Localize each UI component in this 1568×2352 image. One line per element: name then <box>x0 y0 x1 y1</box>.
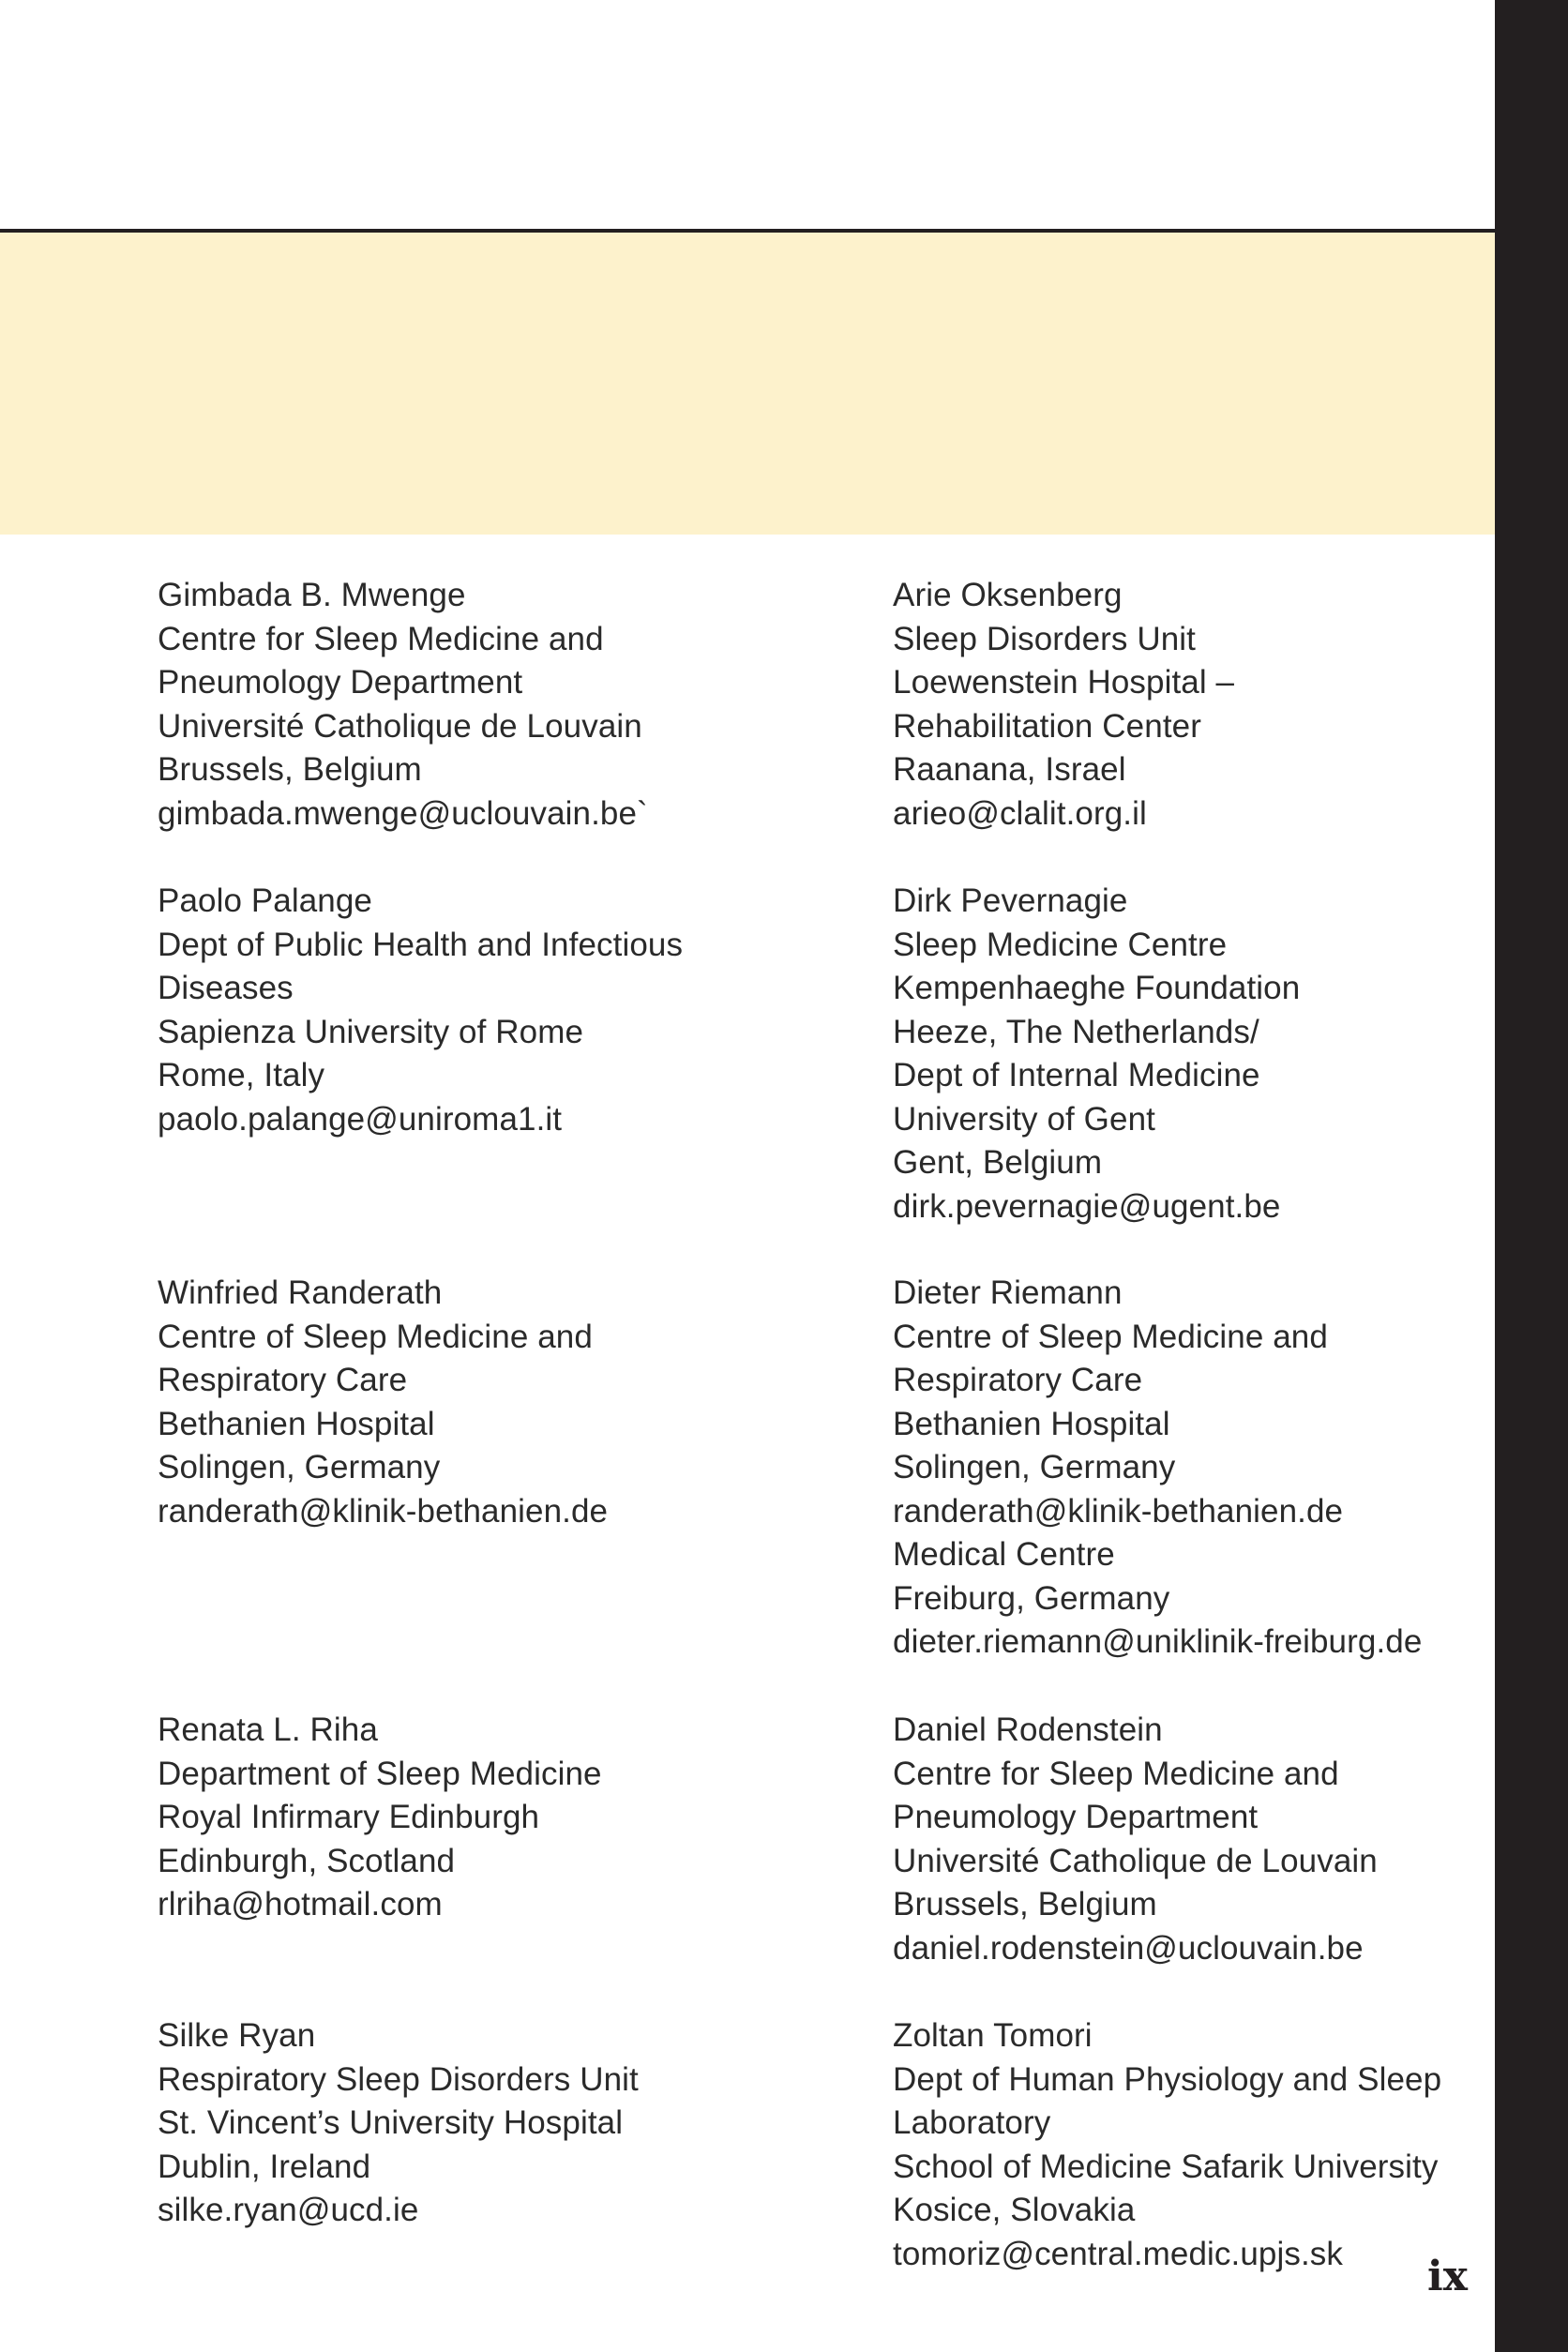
contributor-affiliation-line: Respiratory Care <box>893 1362 1143 1398</box>
contributor-affiliation-line: Rehabilitation Center <box>893 707 1201 745</box>
contributor-affiliation-line: School of Medicine Safarik University <box>893 2148 1439 2185</box>
contributor-entry <box>158 2014 870 2233</box>
contributor-email: tomoriz@central.medic.upjs.sk <box>893 2235 1343 2272</box>
contributor-affiliation-line: Raanana, Israel <box>893 751 1126 788</box>
contributor-name: Winfried Randerath <box>158 1274 443 1311</box>
contributor-email: dieter.riemann@uniklinik-freiburg.de <box>893 1623 1423 1660</box>
contributor-affiliation-line: Bethanien Hospital <box>893 1405 1170 1442</box>
contributor-entry <box>158 574 870 836</box>
contributor-name: Gimbada B. Mwenge <box>158 577 466 613</box>
contributor-affiliation-line: Rome, Italy <box>158 1057 325 1093</box>
contributor-affiliation-line: Royal Infirmary Edinburgh <box>158 1799 540 1835</box>
contributor-entry <box>158 1709 870 1927</box>
contributor-affiliation-line: Dept of Public Health and Infectious <box>158 926 684 963</box>
contributor-affiliation-line: Brussels, Belgium <box>893 1886 1157 1922</box>
contributor-email: paolo.palange@uniroma1.it <box>158 1100 563 1138</box>
contributor-name: Dirk Pevernagie <box>893 882 1128 919</box>
contributor-affiliation-line: Université Catholique de Louvain <box>158 707 642 745</box>
contributor-name: Dieter Riemann <box>893 1274 1123 1311</box>
contributor-affiliation-line: University of Gent <box>893 1100 1155 1138</box>
contributor-affiliation-line: Respiratory Care <box>158 1362 408 1398</box>
contributor-name: Paolo Palange <box>158 882 372 919</box>
contributor-affiliation-line: Université Catholique de Louvain <box>893 1842 1378 1879</box>
contributor-affiliation-line: Respiratory Sleep Disorders Unit <box>158 2060 639 2098</box>
contributor-affiliation-line: Medical Centre <box>893 1536 1115 1573</box>
contributor-affiliation-line: Solingen, Germany <box>158 1449 441 1485</box>
contributor-email: daniel.rodenstein@uclouvain.be <box>893 1929 1364 1967</box>
contributor-email: rlriha@hotmail.com <box>158 1886 443 1922</box>
contributor-affiliation-line: Kempenhaeghe Foundation <box>893 970 1301 1006</box>
contributor-entry <box>893 880 1568 1229</box>
contributor-affiliation-line: Pneumology Department <box>158 664 523 701</box>
contributor-affiliation-line: St. Vincent’s University Hospital <box>158 2104 624 2141</box>
contributor-affiliation-line: Centre of Sleep Medicine and <box>158 1318 593 1355</box>
contributor-affiliation-line: Dept of Human Physiology and Sleep <box>893 2060 1442 2098</box>
contributor-name: Daniel Rodenstein <box>893 1711 1163 1748</box>
contributor-email: arieo@clalit.org.il <box>893 794 1147 832</box>
contributor-name: Zoltan Tomori <box>893 2017 1093 2054</box>
contributor-affiliation-line: Dublin, Ireland <box>158 2148 371 2185</box>
contributor-affiliation-line: Loewenstein Hospital – <box>893 664 1235 701</box>
contributor-email: dirk.pevernagie@ugent.be <box>893 1187 1281 1225</box>
contributor-entry <box>893 1709 1568 1970</box>
contributor-affiliation-line: Diseases <box>158 970 294 1006</box>
contributor-affiliation-line: Sleep Medicine Centre <box>893 926 1228 963</box>
contributor-email: randerath@klinik-bethanien.de <box>893 1492 1344 1530</box>
contributor-entry <box>158 1272 870 1533</box>
contributor-affiliation-line: Centre for Sleep Medicine and <box>158 620 604 657</box>
contributor-email: silke.ryan@ucd.ie <box>158 2192 419 2228</box>
contributor-name: Arie Oksenberg <box>893 577 1123 613</box>
contributor-affiliation-line: Solingen, Germany <box>893 1449 1176 1485</box>
contributor-entry <box>893 1272 1568 1665</box>
contributor-affiliation-line: Pneumology Department <box>893 1799 1259 1835</box>
contributor-affiliation-line: Centre for Sleep Medicine and <box>893 1755 1339 1792</box>
contributor-email: randerath@klinik-bethanien.de <box>158 1492 609 1530</box>
contributor-affiliation-line: Edinburgh, Scotland <box>158 1842 456 1879</box>
contributor-affiliation-line: Gent, Belgium <box>893 1144 1103 1181</box>
contributor-affiliation-line: Kosice, Slovakia <box>893 2192 1136 2228</box>
contributor-name: Silke Ryan <box>158 2017 316 2054</box>
contributor-entry <box>893 2014 1568 2276</box>
contributor-entry <box>158 880 870 1141</box>
contributor-affiliation-line: Sapienza University of Rome <box>158 1013 584 1050</box>
contributor-affiliation-line: Centre of Sleep Medicine and <box>893 1318 1328 1355</box>
contributor-affiliation-line: Freiburg, Germany <box>893 1579 1170 1617</box>
contributor-name: Renata L. Riha <box>158 1711 378 1748</box>
contributor-affiliation-line: Brussels, Belgium <box>158 751 422 788</box>
contributor-affiliation-line: Sleep Disorders Unit <box>893 620 1196 657</box>
contributor-affiliation-line: Bethanien Hospital <box>158 1405 435 1442</box>
contributor-entry <box>893 574 1568 836</box>
contributor-affiliation-line: Heeze, The Netherlands/ <box>893 1013 1259 1050</box>
contributor-affiliation-line: Laboratory <box>893 2104 1051 2141</box>
contributor-affiliation-line: Department of Sleep Medicine <box>158 1755 602 1792</box>
header-band <box>0 233 1495 535</box>
page-number: ix <box>1427 2253 1468 2300</box>
contributor-email: gimbada.mwenge@uclouvain.be` <box>158 794 648 832</box>
contributor-affiliation-line: Dept of Internal Medicine <box>893 1057 1260 1093</box>
